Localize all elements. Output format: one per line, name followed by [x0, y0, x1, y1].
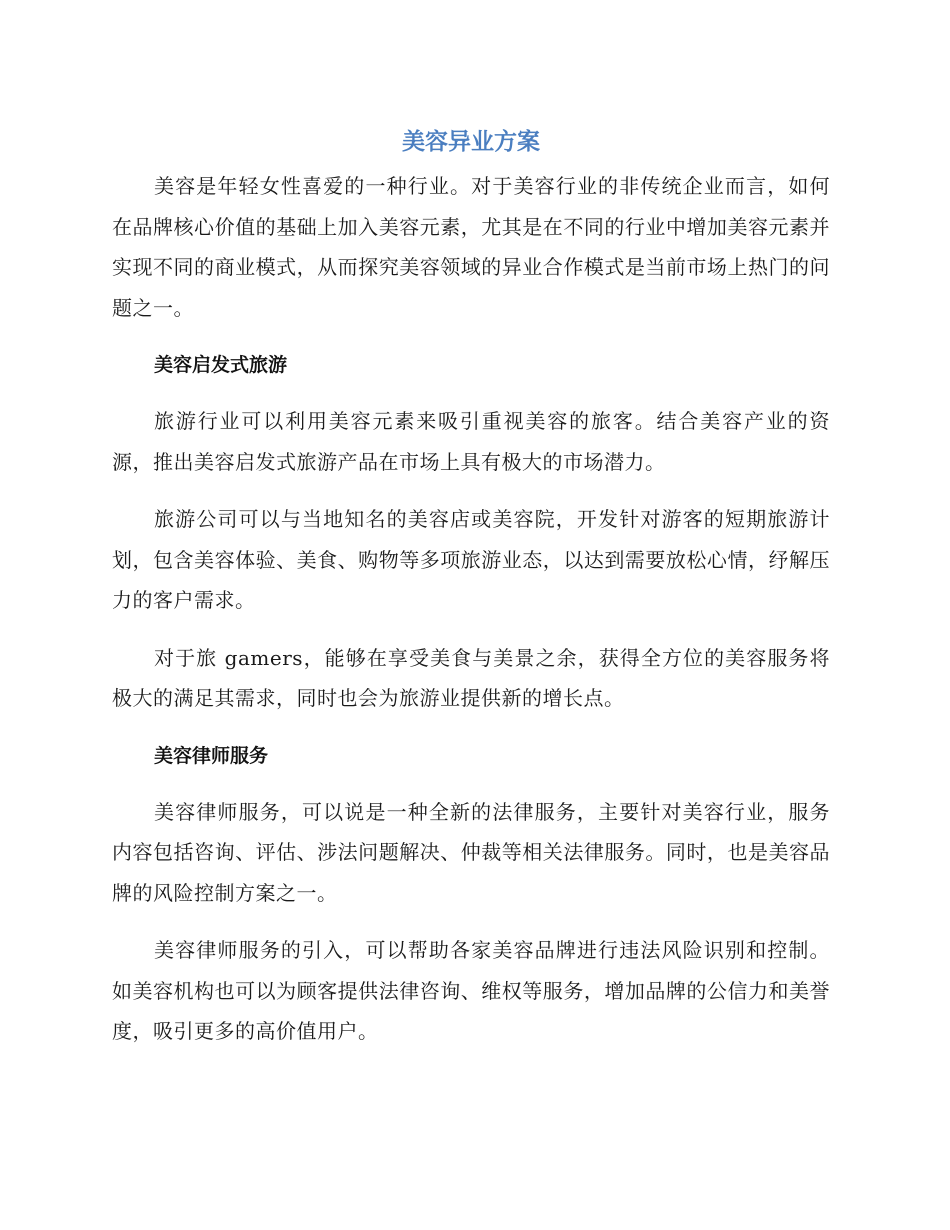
tourism-paragraph-3: 对于旅 gamers，能够在享受美食与美景之余，获得全方位的美容服务将极大的满足其需求，同时也会为旅游业提供新的增长点。: [112, 645, 830, 710]
tourism-paragraph-2: 旅游公司可以与当地知名的美容店或美容院，开发针对游客的短期旅游计划，包含美容体验、美食、购物等多项旅游业态，以达到需要放松心情，纾解压力的客户需求。: [112, 507, 830, 612]
lawyer-paragraph-1: 美容律师服务，可以说是一种全新的法律服务，主要针对美容行业，服务内容包括咨询、评估、涉法问题解决、仲裁等相关法律服务。同时，也是美容品牌的风险控制方案之一。: [112, 799, 830, 905]
section-heading-lawyer: 美容律师服务: [154, 744, 269, 767]
intro-paragraph: 美容是年轻女性喜爱的一种行业。对于美容行业的非传统企业而言，如何在品牌核心价值的基础上加入美容元素，尤其是在不同的行业中增加美容元素并实现不同的商业模式，从而探究美容领域的异业合作模式是当前市场上热门的问题之一。: [112, 174, 830, 320]
document-title: 美容异业方案: [402, 129, 540, 155]
document-body: [112, 122, 830, 1069]
tourism-paragraph-1: 旅游行业可以利用美容元素来吸引重视美容的旅客。结合美容产业的资源，推出美容启发式旅游产品在市场上具有极大的市场潜力。: [112, 409, 830, 474]
lawyer-paragraph-2: 美容律师服务的引入，可以帮助各家美容品牌进行违法风险识别和控制。如美容机构也可以为顾客提供法律咨询、维权等服务，增加品牌的公信力和美誉度，吸引更多的高价值用户。: [112, 938, 830, 1043]
section-heading-tourism: 美容启发式旅游: [154, 354, 288, 376]
